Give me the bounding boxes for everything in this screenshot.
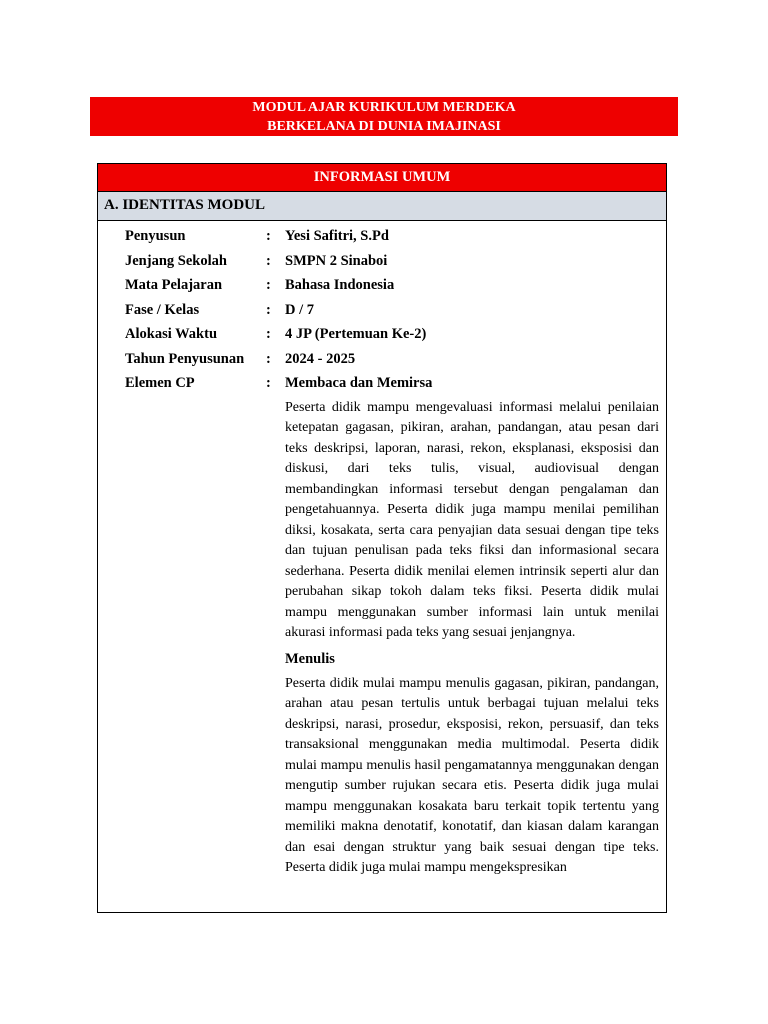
document-title-line-1: MODUL AJAR KURIKULUM MERDEKA [252,100,516,115]
identity-label: Penyusun [125,228,186,244]
document-title-banner [90,97,678,136]
identity-value: 2024 - 2025 [285,350,356,367]
identity-row-fase-kelas [98,298,666,323]
identity-value: D / 7 [285,301,314,318]
identity-label: Jenjang Sekolah [125,252,227,269]
identity-value: SMPN 2 Sinaboi [285,252,388,269]
identity-value: Membaca dan Memirsa [285,375,433,391]
identity-row-alokasi-waktu [98,322,666,347]
identity-table [97,163,667,913]
identity-row-penyusun [98,224,666,249]
menulis-paragraph: Peserta didik mulai mampu menulis gagasan, pikiran, pandangan, arahan atau pesan tertulis untuk berbagai tujuan melalui teks deskripsi, narasi, prosedur, eksposisi, rekon, persuasif, dan teks transaksional menggunakan media multimodal. Peserta didik mulai mampu menulis hasil pengamatannya menggunakan dengan mengutip sumber rujukan secara etis. Peserta didik juga mulai mampu menggunakan kosakata baru terkait topik tertentu yang memiliki makna denotatif, konotatif, dan kiasan dalam karangan dan esai dengan struktur yang baik sesuai dengan tipe teks. Peserta didik juga mulai mampu mengekspresikan [285,675,659,875]
document-title-line-2: BERKELANA DI DUNIA IMAJINASI [267,119,501,134]
identity-value: 4 JP (Pertemuan Ke-2) [285,326,427,342]
identity-label: Tahun Penyusunan [125,350,245,367]
identity-row-mata-pelajaran [98,273,666,298]
identity-value: Yesi Safitri, S.Pd [285,228,389,244]
info-header: INFORMASI UMUM [98,164,666,192]
identity-colon: : [266,326,271,342]
identity-colon: : [266,375,271,391]
identity-row-elemen-cp [98,371,666,396]
identity-colon: : [266,301,271,318]
section-header: A. IDENTITAS MODUL [98,192,666,221]
identity-row-tahun-penyusunan [98,347,666,372]
identity-label: Fase / Kelas [125,301,200,318]
identity-label: Alokasi Waktu [125,326,218,342]
identity-colon: : [266,228,271,244]
identity-row-jenjang-sekolah [98,249,666,274]
identity-colon: : [266,277,271,293]
identity-colon: : [266,252,271,269]
menulis-heading: Menulis [285,650,335,667]
membaca-paragraph: Peserta didik mampu mengevaluasi informasi melalui penilaian ketepatan gagasan, pikiran, arahan, pandangan, atau pesan dari teks deskripsi, laporan, narasi, rekon, eksplanasi, eksposisi dan diskusi, dari teks tulis, visual, audiovisual dengan membandingkan informasi tersebut dengan pengalaman dan pengetahuannya. Peserta didik juga mampu menilai pemilihan diksi, kosakata, serta cara penyajian data sesuai dengan tipe teks dan tujuan penulisan pada teks fiksi dan informasional secara sederhana. Peserta didik menilai elemen intrinsik seperti alur dan perubahan sikap tokoh dalam teks fiksi. Peserta didik mulai mampu menggunakan sumber informasi lain untuk menilai akurasi informasi pada teks yang sesuai jenjangnya. [285,399,659,640]
identity-value: Bahasa Indonesia [285,277,395,293]
identity-label: Mata Pelajaran [125,277,223,293]
identity-rows [98,221,666,879]
identity-colon: : [266,350,271,367]
identity-label: Elemen CP [125,375,195,391]
